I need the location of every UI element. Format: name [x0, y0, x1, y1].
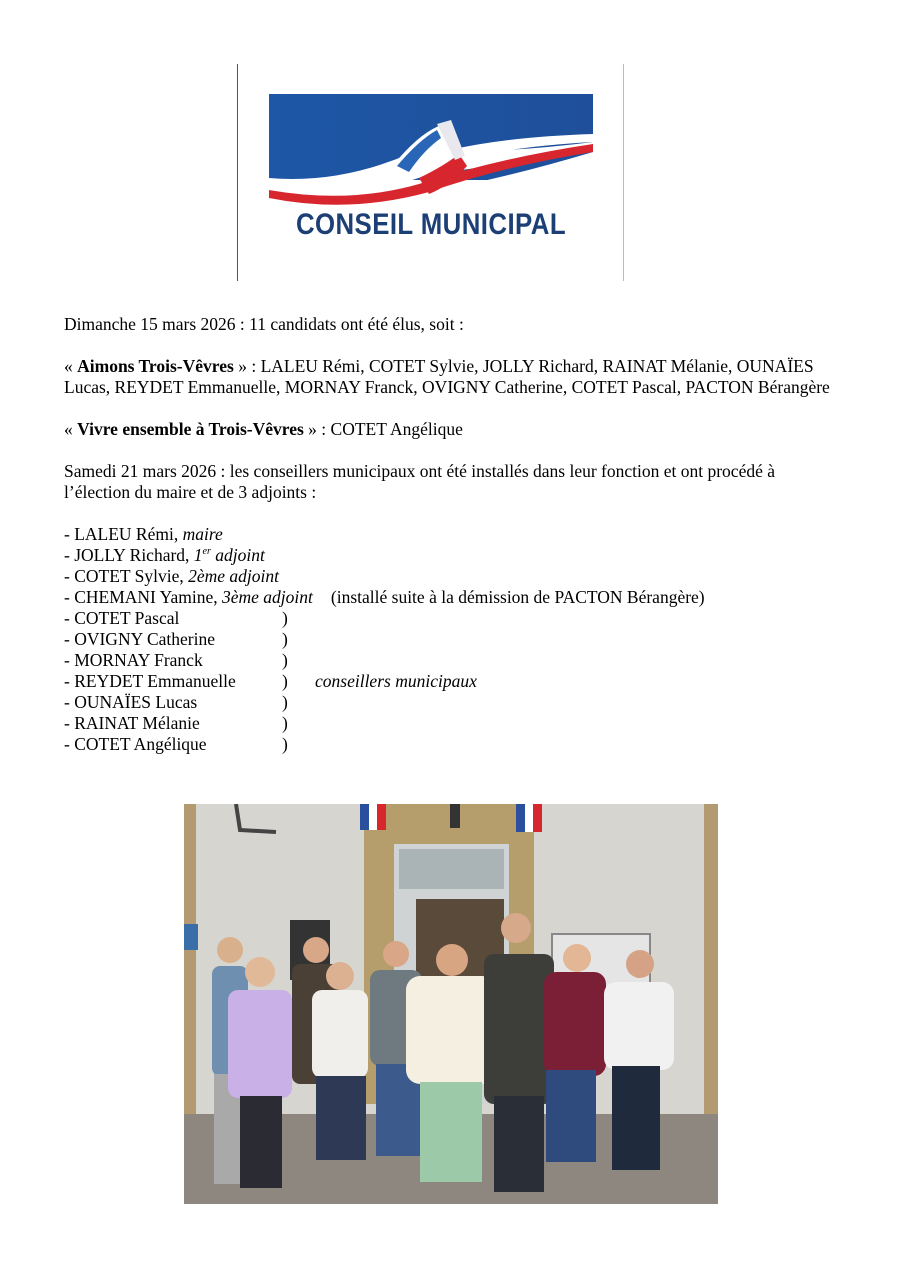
- councillor-row: - OVIGNY Catherine ): [64, 629, 288, 649]
- logo-title: CONSEIL MUNICIPAL: [295, 208, 567, 241]
- official-adjoint-2: - COTET Sylvie, 2ème adjoint: [64, 566, 280, 586]
- article-text: [64, 314, 844, 755]
- group-photo: [184, 804, 718, 1204]
- list-name: Vivre ensemble à Trois-Vêvres: [77, 419, 304, 439]
- councillor-row: - OUNAÏES Lucas ): [64, 692, 288, 712]
- list-vivre-ensemble: « Vivre ensemble à Trois-Vêvres » : COTET Angélique: [64, 419, 463, 439]
- conseil-municipal-logo: [269, 94, 593, 209]
- election-intro: Dimanche 15 mars 2026 : 11 candidats ont été élus, soit :: [64, 314, 464, 334]
- adjoint-note: (installé suite à la démission de PACTON Bérangère): [330, 587, 705, 607]
- official-adjoint-3: - CHEMANI Yamine, 3ème adjoint (installé suite à la démission de PACTON Bérangère): [64, 587, 705, 607]
- councillor-row: - COTET Angélique ): [64, 734, 288, 754]
- list-members: COTET Angélique: [330, 419, 463, 439]
- list-aimons: « Aimons Trois-Vêvres » : LALEU Rémi, COTET Sylvie, JOLLY Richard, RAINAT Mélanie, OUNAÏES Lucas, REYDET Emmanuelle, MORNAY Franck, OVIGNY Catherine, COTET Pascal, PACTON Bérangère: [64, 356, 830, 397]
- installation-text: Samedi 21 mars 2026 : les conseillers municipaux ont été installés dans leur fonction et ont procédé à l’élection du maire et de 3 adjoints :: [64, 461, 775, 502]
- councillor-row: - RAINAT Mélanie ): [64, 713, 288, 733]
- councillor-row: - COTET Pascal ): [64, 608, 288, 628]
- list-members: LALEU Rémi, COTET Sylvie, JOLLY Richard, RAINAT Mélanie, OUNAÏES Lucas, REYDET Emmanuelle, MORNAY Franck, OVIGNY Catherine, COTET Pascal, PACTON Bérangère: [64, 356, 830, 397]
- councillor-row: - REYDET Emmanuelle ) conseillers municipaux: [64, 671, 477, 691]
- list-name: Aimons Trois-Vêvres: [77, 356, 234, 376]
- official-mayor: - LALEU Rémi, maire: [64, 524, 223, 544]
- councillor-row: - MORNAY Franck ): [64, 650, 288, 670]
- councillors-label: conseillers municipaux: [315, 671, 477, 691]
- official-adjoint-1: - JOLLY Richard, 1er adjoint: [64, 545, 265, 565]
